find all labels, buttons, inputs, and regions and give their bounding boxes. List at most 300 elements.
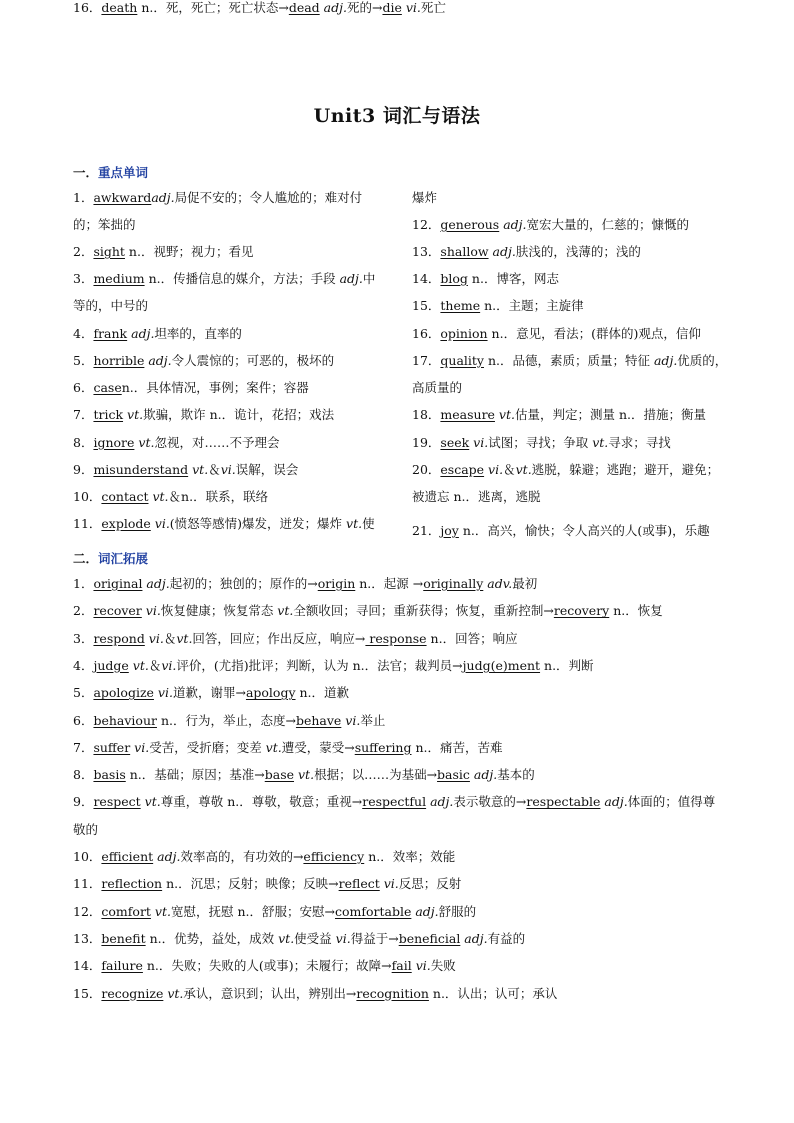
section-number: 二．: [73, 551, 99, 566]
vocab-text: 2．: [73, 603, 94, 619]
part-of-speech: vi.: [401, 0, 421, 15]
vocab-line: [73, 244, 253, 260]
vocab-line: [412, 326, 701, 342]
vocab-word: die: [382, 0, 402, 15]
vocab-text: ．尊敬，敬意；重视→: [239, 794, 363, 810]
vocab-line: [412, 380, 462, 396]
vocab-text: n.: [467, 271, 484, 286]
vocab-word: measure: [440, 407, 495, 422]
part-of-speech: vi.: [411, 958, 431, 974]
vocab-text: 6．: [73, 380, 94, 395]
vocab-word: opinion: [440, 326, 488, 341]
vocab-text: 20．: [412, 462, 441, 477]
vocab-text: 欺骗，欺诈: [143, 407, 210, 422]
vocab-text: n.: [411, 739, 428, 755]
vocab-word: fail: [391, 958, 412, 974]
vocab-word: misunderstand: [93, 462, 189, 477]
vocab-line: [73, 904, 476, 920]
vocab-text: 宽宏大量的，仁慈的；慷慨的: [526, 217, 690, 232]
part-of-speech: adj.: [653, 353, 678, 368]
vocab-text: 9．: [73, 462, 94, 477]
part-of-speech: adj.: [600, 794, 628, 810]
vocab-text: n.: [453, 489, 466, 504]
vocab-text: 举止: [360, 712, 386, 728]
vocab-word: efficiency: [303, 849, 365, 864]
vocab-line: [73, 576, 537, 592]
vocab-text: ．效率；效能: [380, 849, 456, 864]
vocab-text: 坦率的，直率的: [154, 326, 242, 341]
part-of-speech: vi.: [335, 930, 351, 946]
vocab-word: basis: [93, 767, 126, 783]
vocab-text: n.: [295, 685, 312, 701]
page-title: Unit3 词汇与语法: [313, 105, 481, 127]
vocab-text: 回答，回应；作出反应，响应→: [192, 630, 366, 646]
vocab-text: 有益的: [487, 930, 526, 946]
vocab-line: [73, 986, 557, 1002]
vocab-text: 3．: [73, 630, 94, 646]
part-of-speech: adj.: [153, 849, 181, 864]
vocab-line: [412, 217, 689, 233]
part-of-speech: adj.: [499, 217, 527, 232]
vocab-line: [73, 326, 242, 342]
vocab-text: n.: [426, 630, 443, 646]
vocab-word: joy: [440, 523, 459, 538]
vocab-text: n.: [227, 794, 240, 810]
vocab-word: horrible: [93, 353, 145, 368]
vocab-text: n.: [156, 712, 173, 728]
part-of-speech: vi.: [150, 516, 170, 531]
vocab-text: ．行为，举止，态度→: [172, 712, 296, 728]
vocab-text: 死亡: [420, 0, 446, 15]
vocab-text: n.: [355, 576, 372, 591]
vocab-line: [73, 822, 98, 838]
part-of-speech: adj.: [469, 767, 498, 783]
vocab-text: n.: [142, 958, 159, 974]
vocab-text: n.: [121, 380, 134, 395]
vocab-text: 10．: [73, 489, 102, 504]
vocab-word: basic: [437, 767, 470, 783]
vocab-text: 宽慰，抚慰: [170, 903, 238, 919]
vocab-text: 忽视，对……不予理会: [154, 435, 280, 450]
vocab-text: 15．: [412, 298, 441, 313]
vocab-text: 9．: [73, 794, 94, 810]
vocab-text: 使: [362, 516, 375, 531]
vocab-text: 等的，中号的: [73, 298, 149, 313]
vocab-text: ．博客，网志: [483, 271, 559, 286]
part-of-speech: adj.: [426, 794, 454, 810]
vocab-line: [73, 217, 136, 233]
vocab-word: original: [93, 576, 143, 591]
part-of-speech: vi.: [379, 876, 399, 892]
vocab-text: ．基础；原因；基准→: [141, 767, 265, 783]
vocab-line: [73, 767, 535, 783]
part-of-speech: adj.: [488, 244, 516, 259]
vocab-text: ．舒服；安慰→: [249, 903, 335, 919]
part-of-speech: adj.: [319, 0, 347, 15]
vocab-word: failure: [101, 958, 143, 974]
vocab-text: n.: [209, 407, 222, 422]
vocab-text: 5．: [73, 353, 94, 368]
vocab-text: 表示敬意的→: [453, 794, 527, 810]
part-of-speech: vi.: [144, 630, 164, 646]
vocab-word: respectful: [362, 794, 427, 810]
vocab-line: [73, 849, 455, 865]
vocab-word: judg(e)ment: [462, 657, 541, 673]
vocab-word: apology: [245, 685, 296, 701]
vocab-line: [73, 876, 461, 892]
section-label: 词汇拓展: [98, 551, 149, 566]
vocab-text: n.: [428, 985, 445, 1001]
vocab-text: 舒服的: [438, 903, 477, 919]
vocab-word: sight: [93, 244, 125, 259]
vocab-word: comfort: [101, 903, 151, 919]
vocab-text: (愤怒等感情)爆发，迸发；爆炸: [169, 516, 347, 531]
vocab-text: 高质量的: [412, 380, 463, 395]
vocab-line: [73, 794, 715, 810]
part-of-speech: vt.: [163, 985, 184, 1001]
vocab-text: n.: [352, 657, 365, 673]
part-of-speech: adj.: [144, 353, 172, 368]
vocab-text: 中: [362, 271, 376, 286]
part-of-speech: vt.: [123, 407, 144, 422]
vocab-word: death: [101, 0, 138, 15]
vocab-line: [412, 489, 541, 505]
vocab-text: 爆炸: [412, 190, 438, 205]
section-number: 一．: [73, 165, 99, 180]
vocab-text: ．判断: [556, 657, 594, 673]
vocab-line: [73, 603, 663, 619]
vocab-text: 肤浅的，浅薄的；浅的: [515, 244, 641, 259]
vocab-word: efficient: [101, 849, 154, 864]
vocab-text: ．认出；认可；承认: [444, 985, 558, 1001]
vocab-word: response: [365, 630, 427, 646]
part-of-speech: vt.: [346, 516, 363, 531]
vocab-text: ．逃离，逃脱: [465, 489, 541, 504]
vocab-text: 5．: [73, 685, 94, 701]
vocab-text: 7．: [73, 407, 94, 422]
vocab-text: 估量，判定；测量: [515, 407, 619, 422]
vocab-line: [73, 713, 385, 729]
vocab-text: ．视野；视力；看见: [140, 244, 254, 259]
vocab-text: 受苦，受折磨；变差: [149, 739, 266, 755]
vocab-text: 使受益: [294, 930, 336, 946]
vocab-word: suffer: [93, 739, 131, 755]
vocab-text: 令人震惊的；可恶的，极坏的: [171, 353, 335, 368]
vocab-line: [73, 685, 349, 701]
vocab-text: 14．: [412, 271, 441, 286]
vocab-text: 14．: [73, 958, 102, 974]
vocab-line: [412, 190, 437, 206]
part-of-speech: adj.: [142, 576, 170, 591]
vocab-text: 17．: [412, 353, 441, 368]
vocab-text: 4．: [73, 326, 94, 341]
section-label: 重点单词: [98, 165, 149, 180]
vocab-text: ＆: [503, 462, 516, 477]
vocab-text: 遭受，蒙受→: [281, 739, 355, 755]
vocab-text: ＆: [148, 657, 162, 673]
vocab-text: 失败: [430, 958, 456, 974]
vocab-line: [412, 353, 727, 369]
part-of-speech: vt.: [128, 657, 149, 673]
vocab-text: 道歉，谢罪→: [172, 685, 246, 701]
vocab-text: ．联系，联络: [193, 489, 269, 504]
vocab-text: n.: [237, 903, 250, 919]
vocab-text: 12．: [412, 217, 441, 232]
part-of-speech: vt.: [188, 462, 209, 477]
vocab-word: dead: [288, 0, 320, 15]
vocab-text: n.: [618, 407, 632, 422]
vocab-text: 体面的；值得尊: [627, 794, 716, 810]
vocab-line: [73, 931, 525, 947]
vocab-word: behaviour: [93, 712, 157, 728]
vocab-word: seek: [440, 435, 470, 450]
vocab-word: generous: [440, 217, 500, 232]
vocab-text: ．主题；主旋律: [496, 298, 584, 313]
vocab-line: [412, 523, 710, 539]
vocab-word: blog: [440, 271, 468, 286]
vocab-text: 承认，意识到；认出，辨别出→: [183, 985, 357, 1001]
part-of-speech: vt.: [278, 930, 295, 946]
vocab-word: respond: [93, 630, 145, 646]
vocab-line: [73, 190, 362, 206]
vocab-text: ＆: [163, 630, 177, 646]
part-of-speech: vi.: [161, 657, 177, 673]
vocab-text: 试图；寻找；争取: [488, 435, 593, 450]
vocab-text: 6．: [73, 712, 94, 728]
part-of-speech: vt.: [277, 603, 294, 619]
vocab-word: beneficial: [398, 930, 461, 946]
vocab-word: behave: [295, 712, 342, 728]
vocab-text: 1．: [73, 190, 94, 205]
section-heading-vocab-expansion: [73, 549, 148, 567]
part-of-speech: vi.: [220, 462, 236, 477]
vocab-word: comfortable: [334, 903, 412, 919]
vocab-text: 15．: [73, 985, 102, 1001]
vocab-text: n.: [364, 849, 381, 864]
vocab-text: 3．: [73, 271, 94, 286]
vocab-text: 11．: [73, 516, 102, 531]
vocab-text: ．道歉: [311, 685, 350, 701]
vocab-text: ．恢复: [625, 603, 663, 619]
vocab-word: contact: [101, 489, 149, 504]
vocab-line: [73, 298, 148, 314]
part-of-speech: adj.: [460, 930, 488, 946]
vocab-word: medium: [93, 271, 145, 286]
vocab-word: recovery: [553, 603, 610, 619]
vocab-text: 21．: [412, 523, 441, 538]
vocab-line: [412, 435, 671, 451]
vocab-text: 16．: [412, 326, 441, 341]
vocab-line: [73, 740, 503, 756]
vocab-text: ．优势，益处，成效: [161, 930, 279, 946]
part-of-speech: vi.: [341, 712, 361, 728]
vocab-word: origin: [317, 576, 356, 591]
vocab-text: 局促不安的；令人尴尬的；难对付: [174, 190, 363, 205]
part-of-speech: vt.: [294, 767, 315, 783]
vocab-text: ．沉思；反射；映像；反映→: [178, 876, 339, 892]
vocab-text: 死的→: [346, 0, 383, 15]
vocab-word: originally: [423, 576, 484, 591]
vocab-word: quality: [440, 353, 484, 368]
vocab-word: respectable: [526, 794, 601, 810]
vocab-word: recognition: [356, 985, 429, 1001]
part-of-speech: vi.: [141, 603, 161, 619]
part-of-speech: vt.: [134, 435, 155, 450]
vocab-text: n.: [181, 489, 194, 504]
vocab-text: ．品德，素质；质量；特征: [500, 353, 654, 368]
vocab-text: 逃脱，躲避；逃跑；避开，避免；: [531, 462, 720, 477]
vocab-text: ．起源 →: [371, 576, 424, 591]
vocab-word: judge: [93, 657, 129, 673]
vocab-text: n.: [540, 657, 557, 673]
vocab-line: [73, 658, 594, 674]
part-of-speech: adv.: [483, 576, 513, 591]
part-of-speech: vt.: [515, 462, 532, 477]
vocab-word: respect: [93, 794, 141, 810]
vocab-word: escape: [440, 462, 485, 477]
part-of-speech: vt.: [140, 794, 161, 810]
vocab-text: 全额收回；寻回；重新获得；恢复，重新控制→: [293, 603, 554, 619]
vocab-text: 效率高的，有功效的→: [180, 849, 304, 864]
vocab-line: [73, 435, 279, 451]
vocab-text: n.: [145, 930, 162, 946]
vocab-text: 基本的: [497, 767, 535, 783]
vocab-text: 的；笨拙的: [73, 217, 136, 232]
vocab-word: frank: [93, 326, 128, 341]
vocab-word: theme: [440, 298, 481, 313]
vocab-text: 8．: [73, 435, 94, 450]
vocab-text: ．意见，看法；(群体的)观点，信仰: [503, 326, 701, 341]
vocab-text: 恢复健康；恢复常态: [160, 603, 278, 619]
vocab-text: ．高兴，愉快；令人高兴的人(或事)，乐趣: [474, 523, 710, 538]
vocab-text: ．失败；失败的人(或事)；未履行；故障→: [158, 958, 392, 974]
vocab-line: [412, 298, 584, 314]
part-of-speech: vi.: [484, 462, 504, 477]
vocab-text: 被遗忘: [412, 489, 454, 504]
vocab-text: n.: [124, 244, 141, 259]
vocab-text: 评价，(尤指)批评；判断，认为: [176, 657, 353, 673]
vocab-word: base: [264, 767, 295, 783]
part-of-speech: vt.: [592, 435, 609, 450]
vocab-text: ．措施；衡量: [631, 407, 707, 422]
vocab-text: n.: [487, 326, 504, 341]
vocab-text: 1．: [73, 576, 94, 591]
vocab-line: [73, 462, 298, 478]
vocab-line: [412, 462, 719, 478]
vocab-word: reflect: [338, 876, 380, 892]
vocab-text: ．痛苦，苦难: [427, 739, 503, 755]
vocab-text: 11．: [73, 876, 102, 892]
vocab-text: 根据；以……为基础→: [314, 767, 438, 783]
vocab-text: 13．: [73, 930, 102, 946]
vocab-word: suffering: [354, 739, 412, 755]
vocab-text: 最初: [512, 576, 538, 591]
part-of-speech: adj.: [151, 190, 175, 205]
part-of-speech: adj.: [127, 326, 155, 341]
vocab-text: ．死，死亡；死亡状态→: [153, 0, 289, 15]
vocab-text: n.: [480, 298, 497, 313]
vocab-text: 12．: [73, 903, 102, 919]
vocab-word: case: [93, 380, 122, 395]
vocab-text: 得益于→: [350, 930, 399, 946]
part-of-speech: vt.: [494, 407, 515, 422]
vocab-text: n.: [458, 523, 475, 538]
vocab-word: shallow: [440, 244, 489, 259]
vocab-text: 18．: [412, 407, 441, 422]
vocab-line: [73, 489, 268, 505]
vocab-line: [73, 958, 456, 974]
vocab-word: apologize: [93, 685, 154, 701]
vocab-text: ．法官；裁判员→: [364, 657, 463, 673]
vocab-text: n.: [484, 353, 500, 368]
vocab-text: ．回答；响应: [442, 630, 518, 646]
vocab-text: 尊重，尊敬: [160, 794, 228, 810]
vocab-text: 4．: [73, 657, 94, 673]
vocab-text: 反思；反射: [398, 876, 462, 892]
vocab-text: n.: [609, 603, 626, 619]
vocab-text: ．传播信息的媒介，方法；手段: [160, 271, 340, 286]
vocab-line: [412, 407, 706, 423]
vocab-word: recover: [93, 603, 142, 619]
vocab-word: awkward: [93, 190, 152, 205]
vocab-text: 起初的；独创的；原作的→: [169, 576, 318, 591]
vocab-text: 10．: [73, 849, 102, 864]
vocab-word: benefit: [101, 930, 146, 946]
vocab-text: n.: [125, 767, 142, 783]
vocab-line: [73, 380, 309, 396]
part-of-speech: vt.: [148, 489, 169, 504]
vocab-text: 19．: [412, 435, 441, 450]
vocab-text: n.: [137, 0, 154, 15]
vocab-line: [73, 407, 334, 423]
vocab-line: [73, 271, 375, 287]
vocab-text: 7．: [73, 739, 94, 755]
vocab-line: [412, 271, 559, 287]
vocab-text: ．具体情况，事例；案件；容器: [133, 380, 309, 395]
vocab-text: n.: [162, 876, 179, 892]
vocab-text: ＆: [208, 462, 221, 477]
part-of-speech: vt.: [265, 739, 282, 755]
vocab-word: trick: [93, 407, 124, 422]
vocab-text: n.: [144, 271, 161, 286]
section-heading-key-words: [73, 163, 148, 181]
vocab-word: ignore: [93, 435, 135, 450]
vocab-line: [412, 244, 641, 260]
vocab-word: recognize: [101, 985, 164, 1001]
vocab-line: [73, 516, 375, 532]
part-of-speech: vi.: [153, 685, 173, 701]
vocab-line: [73, 0, 446, 16]
vocab-word: reflection: [101, 876, 163, 892]
vocab-text: 16．: [73, 0, 102, 15]
vocab-text: 13．: [412, 244, 441, 259]
part-of-speech: vi.: [469, 435, 489, 450]
vocab-line: [73, 631, 518, 647]
vocab-text: ．诡计，花招；戏法: [221, 407, 335, 422]
vocab-word: explode: [101, 516, 151, 531]
part-of-speech: vt.: [176, 630, 193, 646]
part-of-speech: vt.: [150, 903, 171, 919]
vocab-text: 敬的: [73, 821, 99, 837]
vocab-line: [73, 353, 334, 369]
vocab-text: ＆: [168, 489, 182, 504]
part-of-speech: adj.: [411, 903, 439, 919]
vocab-text: 寻求；寻找: [608, 435, 671, 450]
vocab-text: 误解，误会: [235, 462, 299, 477]
part-of-speech: vi.: [130, 739, 150, 755]
vocab-text: 2．: [73, 244, 94, 259]
vocab-text: 8．: [73, 767, 94, 783]
